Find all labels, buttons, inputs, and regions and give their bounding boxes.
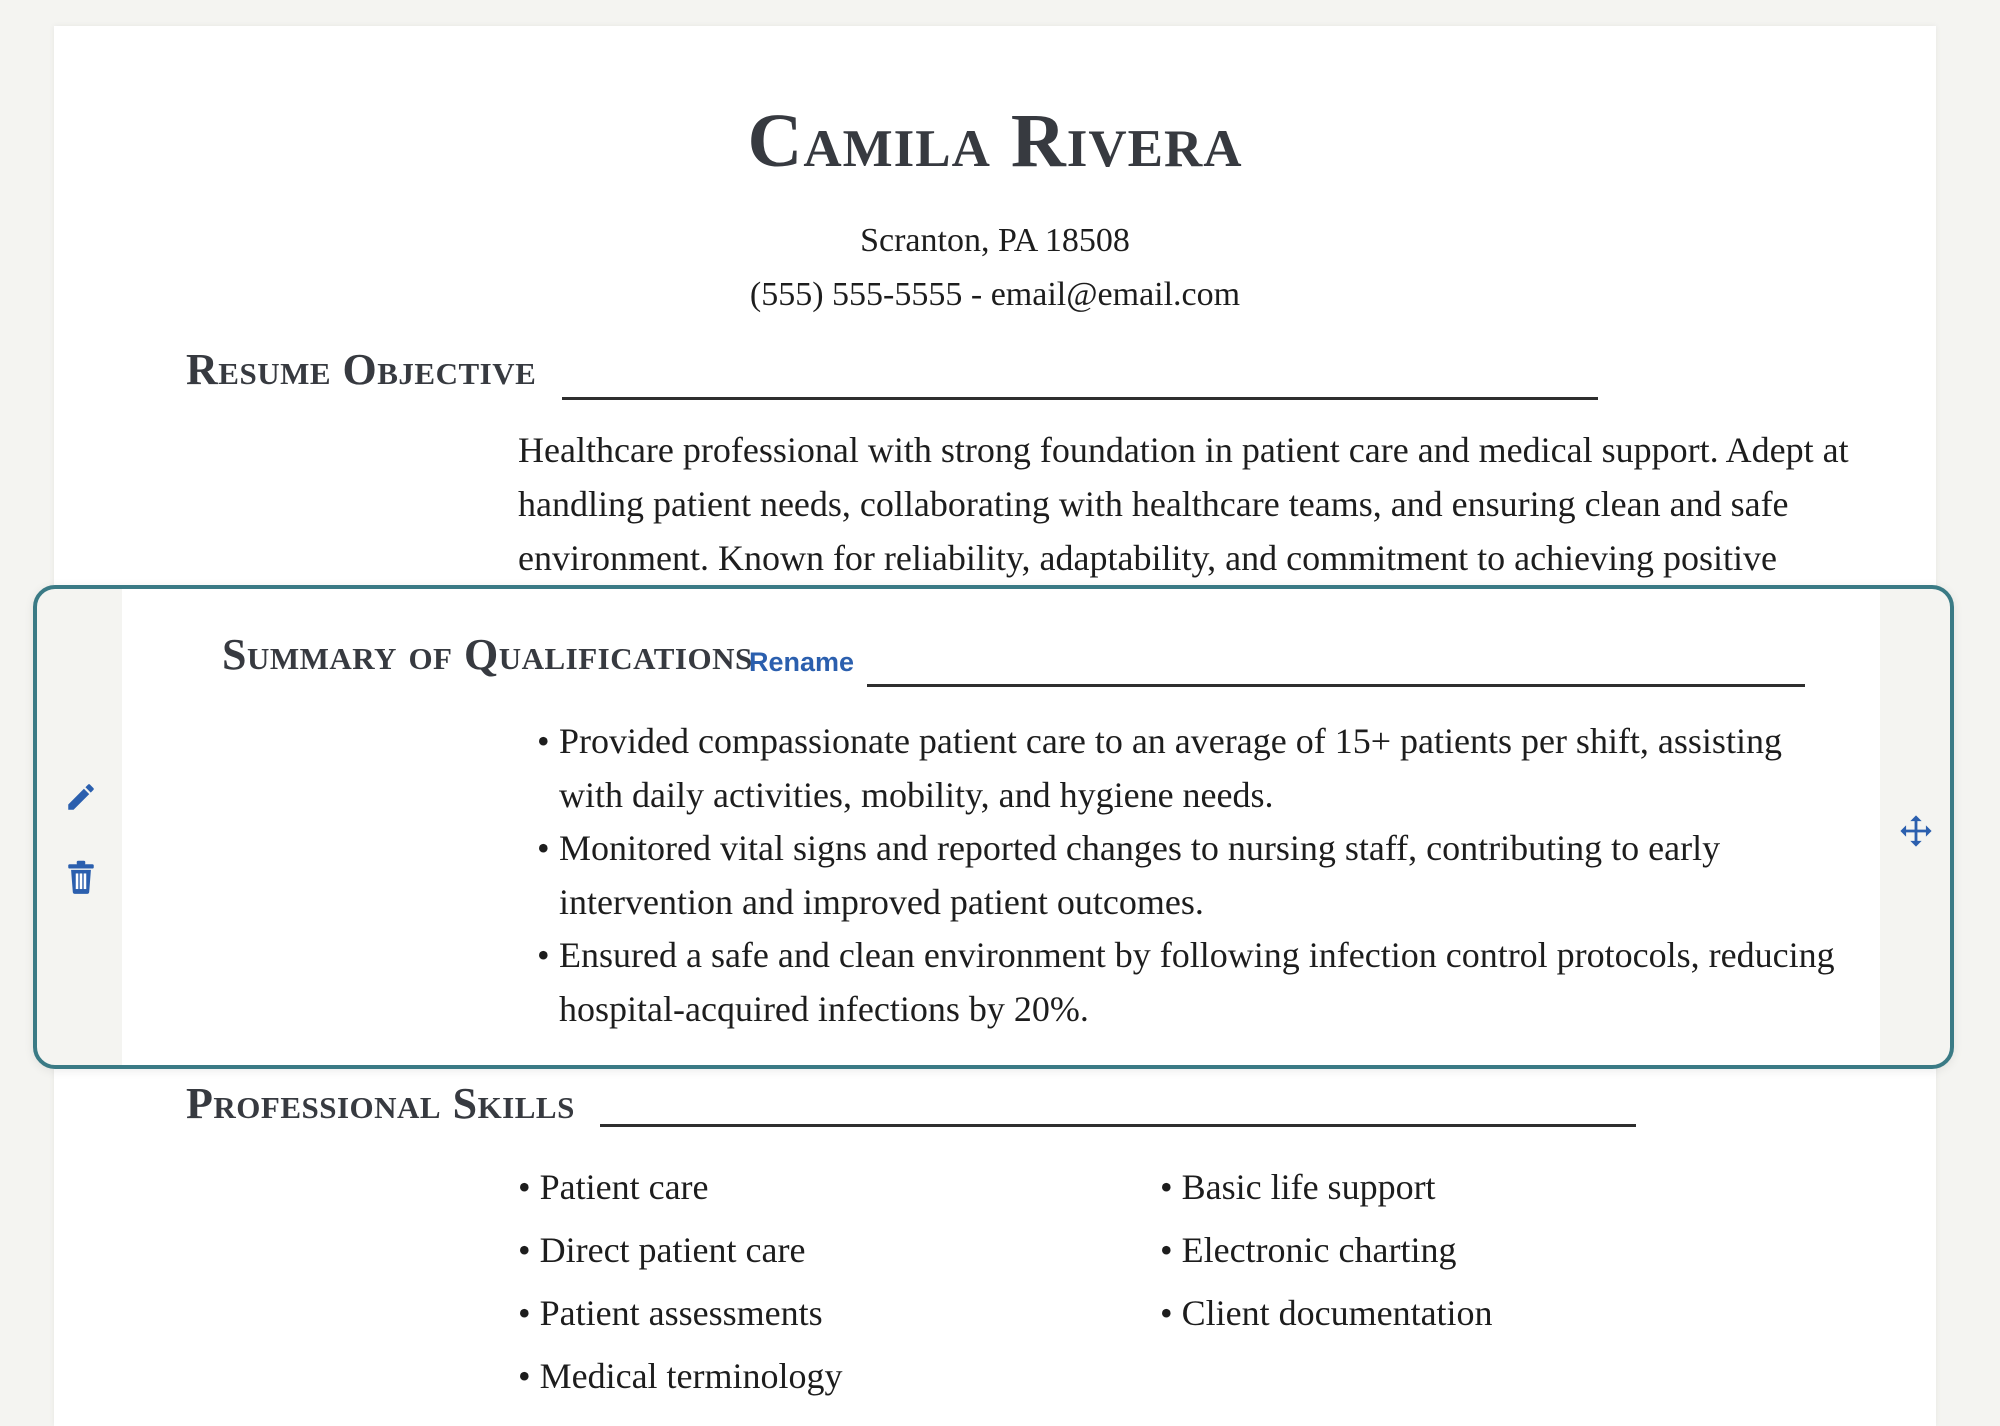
skills-column-2[interactable] bbox=[1160, 1156, 1493, 1345]
contact-address: Scranton, PA 18508 bbox=[860, 222, 1130, 259]
skills-column-1[interactable] bbox=[518, 1156, 843, 1408]
summary-heading: Summary of Qualifications bbox=[222, 630, 753, 679]
pencil-icon bbox=[64, 780, 98, 814]
contact-phone-email: (555) 555-5555 - email@email.com bbox=[749, 276, 1241, 313]
skill-item: • Patient care bbox=[518, 1156, 843, 1219]
candidate-name: Camila Rivera bbox=[747, 99, 1243, 183]
skills-heading: Professional Skills bbox=[186, 1079, 575, 1128]
skill-item: • Medical terminology bbox=[518, 1345, 843, 1408]
skill-item: • Basic life support bbox=[1160, 1156, 1493, 1219]
summary-section-selected[interactable] bbox=[33, 585, 1954, 1069]
objective-divider bbox=[562, 397, 1598, 400]
delete-section-button[interactable] bbox=[61, 857, 101, 897]
skill-item: • Electronic charting bbox=[1160, 1219, 1493, 1282]
skill-item: • Patient assessments bbox=[518, 1282, 843, 1345]
move-arrows-icon bbox=[1899, 814, 1933, 848]
summary-item: • Ensured a safe and clean environment by following infection control protocols, reducing hospital-acquired infections by 20%. bbox=[537, 929, 1837, 1036]
objective-heading: Resume Objective bbox=[186, 345, 537, 394]
skill-item: • Client documentation bbox=[1160, 1282, 1493, 1345]
skill-item: • Direct patient care bbox=[518, 1219, 843, 1282]
objective-text[interactable]: Healthcare professional with strong foundation in patient care and medical support. Adept at handling patient needs, collaborating with healthcare teams, and ensuring clean and safe environment. Known for reliability, adaptability, and commitment to achieving positive bbox=[518, 430, 1849, 578]
summary-list[interactable] bbox=[537, 715, 1837, 1036]
rename-section-link[interactable]: Rename bbox=[749, 647, 855, 677]
edit-section-button[interactable] bbox=[61, 777, 101, 817]
summary-item: • Monitored vital signs and reported changes to nursing staff, contributing to early intervention and improved patient outcomes. bbox=[537, 822, 1837, 929]
skills-divider bbox=[600, 1124, 1636, 1127]
summary-divider bbox=[867, 684, 1805, 687]
trash-icon bbox=[66, 860, 96, 894]
summary-item: • Provided compassionate patient care to an average of 15+ patients per shift, assisting with daily activities, mobility, and hygiene needs. bbox=[537, 715, 1837, 822]
move-section-handle[interactable] bbox=[1896, 811, 1936, 851]
